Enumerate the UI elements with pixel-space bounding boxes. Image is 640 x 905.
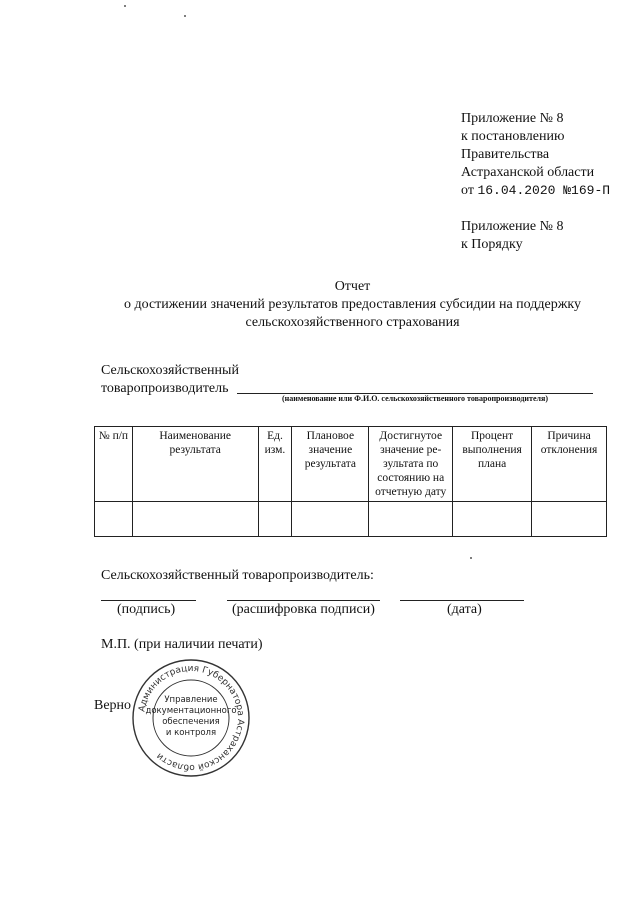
- table-cell[interactable]: [532, 502, 607, 537]
- header-cell-number: № п/п: [95, 427, 133, 502]
- table-cell[interactable]: [453, 502, 532, 537]
- title-line: о достижении значений результатов предоставления субсидии на поддержку: [124, 297, 581, 312]
- scan-speck: [124, 5, 126, 7]
- header-cell-percent: Процент выполнения плана: [453, 427, 532, 502]
- report-title: [80, 278, 625, 332]
- stamp-inner-line: обеспечения: [162, 717, 220, 727]
- header-cell-planned: Плановое значение результата: [292, 427, 369, 502]
- table-cell[interactable]: [132, 502, 258, 537]
- appendix-line: Правительства: [461, 147, 550, 162]
- seal-note: М.П. (при наличии печати): [101, 637, 263, 652]
- stamp-inner-line: и контроля: [165, 728, 217, 738]
- official-stamp: [130, 657, 252, 779]
- signature-title: Сельскохозяйственный товаропроизводитель:: [101, 568, 374, 583]
- scan-speck: [184, 15, 186, 17]
- header-cell-name: Наименование результата: [132, 427, 258, 502]
- stamp-ring-text: Администрация Губернатора Астраханской области: [137, 663, 246, 773]
- signature-line[interactable]: [101, 600, 196, 601]
- table-cell[interactable]: [258, 502, 292, 537]
- appendix-line: Приложение № 8: [461, 111, 564, 126]
- producer-line1: Сельскохозяйственный: [101, 363, 239, 378]
- header-cell-unit: Ед. изм.: [258, 427, 292, 502]
- appendix-line: к постановлению: [461, 129, 565, 144]
- table-header-row: [95, 427, 607, 502]
- signature-label: (подпись): [117, 602, 176, 617]
- stamp-inner-line: документационного: [145, 706, 237, 716]
- header-cell-reason: Причина отклонения: [532, 427, 607, 502]
- producer-hint: (наименование или Ф.И.О. сельскохозяйственного товаропроизводителя): [282, 394, 548, 403]
- appendix-line: к Порядку: [461, 237, 523, 252]
- producer-label: [101, 362, 239, 398]
- header-cell-achieved: Достигнутое значение ре-зультата по состоянию на отчетную дату: [369, 427, 453, 502]
- appendix-line: Астраханской области: [461, 165, 595, 180]
- producer-line2: товаропроизводитель: [101, 381, 229, 396]
- verno-label: Верно: [94, 698, 132, 713]
- table-cell[interactable]: [292, 502, 369, 537]
- signature-decode-label: (расшифровка подписи): [232, 602, 375, 617]
- title-line: Отчет: [334, 279, 371, 294]
- table-cell[interactable]: [369, 502, 453, 537]
- signature-date-line[interactable]: [400, 600, 524, 601]
- date-value: 16.04.2020 №169-П: [477, 183, 611, 198]
- scan-speck: [470, 557, 472, 559]
- signature-decode-line[interactable]: [227, 600, 380, 601]
- stamp-inner-line: Управление: [164, 695, 218, 705]
- signature-date-label: (дата): [447, 602, 482, 617]
- appendix-date: [461, 182, 610, 200]
- table-row: [95, 502, 607, 537]
- appendix-block: [461, 110, 610, 254]
- date-prefix: от: [461, 183, 474, 198]
- appendix-line: Приложение № 8: [461, 219, 564, 234]
- report-table: [94, 426, 607, 537]
- table-cell[interactable]: [95, 502, 133, 537]
- title-line: сельскохозяйственного страхования: [245, 315, 460, 330]
